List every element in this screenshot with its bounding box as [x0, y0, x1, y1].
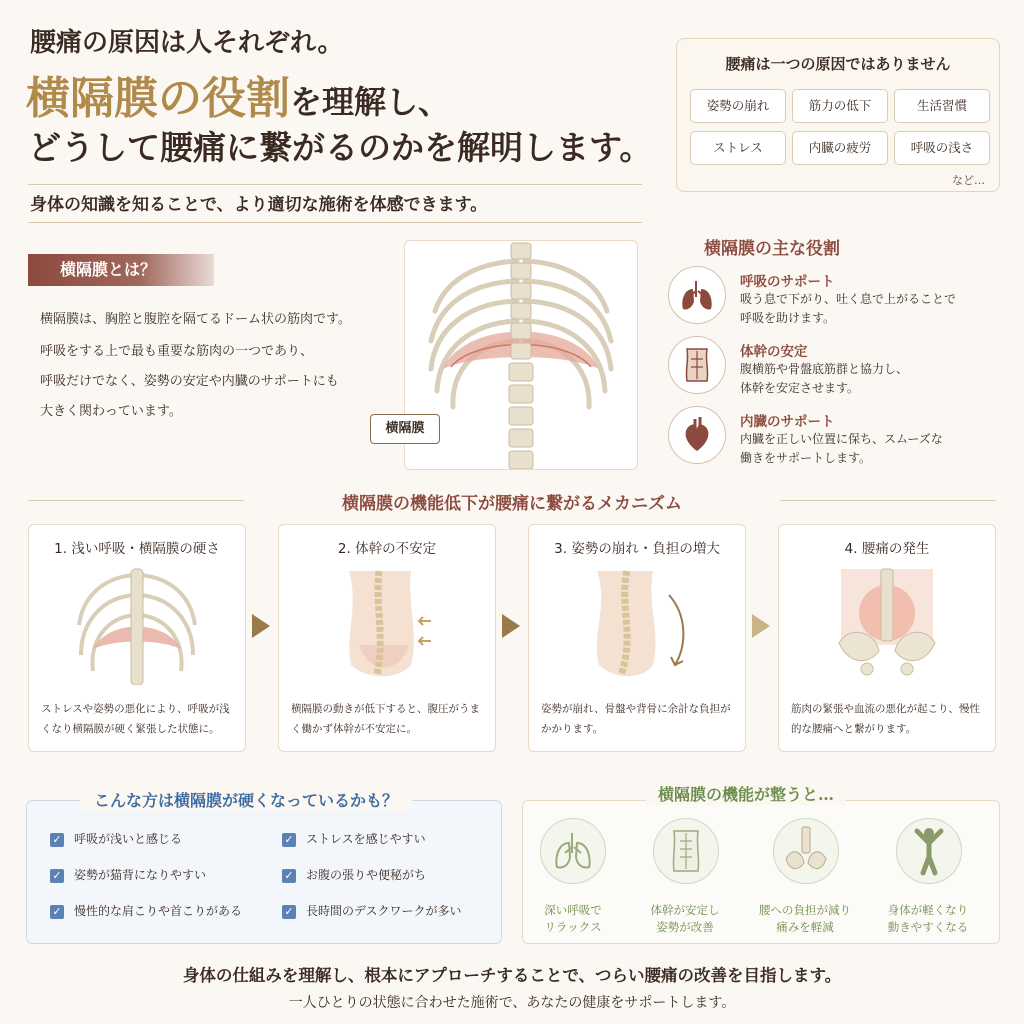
- checklist-item: [50, 830, 182, 847]
- divider: [28, 184, 642, 185]
- mechanism-title: 横隔膜の機能低下が腰痛に繋がるメカニズム: [342, 494, 682, 514]
- role-desc: 体幹を安定させます。: [740, 381, 860, 395]
- diaphragm-label: 横隔膜: [370, 414, 440, 444]
- check-icon: ✓: [282, 905, 296, 919]
- heart-icon: [668, 406, 726, 464]
- torso-icon: [653, 818, 719, 884]
- role-desc: 吸う息で下がり、吐く息で上がることで: [740, 292, 957, 306]
- pelvis-pain-icon: [819, 565, 955, 685]
- benefit-line: 動きやすくなる: [887, 920, 969, 934]
- step-title: 3. 姿勢の崩れ・負担の増大: [554, 541, 720, 557]
- mechanism-step: [28, 524, 246, 752]
- benefit-line: 姿勢が改善: [656, 920, 714, 934]
- benefit-line: リラックス: [544, 920, 602, 934]
- whatis-text: 呼吸だけでなく、姿勢の安定や内臓のサポートにも: [40, 374, 339, 389]
- footer-line2: 一人ひとりの状態に合わせた施術で、あなたの健康をサポートします。: [288, 995, 736, 1011]
- causes-more: など…: [952, 174, 985, 187]
- causes-box: [676, 38, 1000, 192]
- headline-highlight: 横隔膜の役割: [26, 73, 290, 124]
- step-desc: ストレスや姿勢の悪化により、呼吸が浅くなり横隔膜が硬く緊張した状態に。: [41, 703, 230, 735]
- whatis-text: 呼吸をする上で最も重要な筋肉の一つであり、: [40, 344, 314, 359]
- ribcage-icon: [69, 565, 205, 685]
- check-icon: ✓: [50, 869, 64, 883]
- headline-line2: [26, 62, 450, 126]
- mechanism-step: [778, 524, 996, 752]
- check-icon: ✓: [282, 869, 296, 883]
- lungs-icon: [540, 818, 606, 884]
- benefit-text: [630, 902, 740, 936]
- cause-tag: 生活習慣: [894, 89, 990, 123]
- check-icon: ✓: [282, 833, 296, 847]
- check-icon: ✓: [50, 833, 64, 847]
- arrow-right-icon: [252, 614, 270, 638]
- whatis-title: 横隔膜とは？: [28, 254, 214, 286]
- whatis-text: 大きく関わっています。: [40, 404, 182, 419]
- cause-tag: 姿勢の崩れ: [690, 89, 786, 123]
- mechanism-step: [528, 524, 746, 752]
- step-title: 2. 体幹の不安定: [337, 541, 437, 557]
- headline-line1: 腰痛の原因は人それぞれ。: [30, 28, 344, 58]
- step-desc: 筋肉の緊張や血流の悪化が起こり、慢性的な腰痛へと繋がります。: [791, 703, 980, 735]
- benefit-line: 腰への負担が減り: [759, 903, 851, 917]
- checklist-item: [282, 830, 426, 847]
- headline-line2-rest: を理解し、: [290, 83, 451, 121]
- benefit-text: [518, 902, 628, 936]
- role-desc: 内臓を正しい位置に保ち、スムーズな: [740, 432, 943, 446]
- step-desc: 姿勢が崩れ、骨盤や背骨に余計な負担がかかります。: [541, 703, 731, 735]
- arrow-right-icon: [752, 614, 770, 638]
- checklist-label: 長時間のデスクワークが多い: [306, 904, 462, 918]
- checklist-item: [282, 902, 462, 919]
- torso-icon: [319, 565, 455, 685]
- checklist-label: ストレスを感じやすい: [306, 832, 426, 846]
- arrow-right-icon: [502, 614, 520, 638]
- checklist-label: 呼吸が浅いと感じる: [74, 832, 183, 846]
- role-desc: 呼吸を助けます。: [740, 311, 836, 325]
- step-title: 1. 浅い呼吸・横隔膜の硬さ: [54, 541, 220, 557]
- checklist-label: お腹の張りや便秘がち: [306, 868, 427, 882]
- whatis-text: 横隔膜は、胸腔と腹腔を隔てるドーム状の筋肉です。: [40, 312, 351, 327]
- benefit-line: 深い呼吸で: [544, 903, 602, 917]
- benefit-text: [873, 902, 983, 936]
- torso-icon: [668, 336, 726, 394]
- lungs-icon: [668, 266, 726, 324]
- pelvis-icon: [773, 818, 839, 884]
- cause-tag: ストレス: [690, 131, 786, 165]
- causes-title: 腰痛は一つの原因ではありません: [725, 55, 951, 73]
- checklist-item: [50, 902, 242, 919]
- role-desc: 働きをサポートします。: [740, 451, 872, 465]
- spine-posture-icon: [569, 565, 705, 685]
- person-icon: [896, 818, 962, 884]
- role-title: 呼吸のサポート: [740, 274, 835, 290]
- mechanism-step: [278, 524, 496, 752]
- checklist-item: [50, 866, 206, 883]
- benefit-line: 身体が軽くなり: [887, 903, 969, 917]
- roles-title: 横隔膜の主な役割: [704, 239, 840, 259]
- checklist-title: こんな方は横隔膜が硬くなっているかも？: [80, 788, 412, 811]
- checklist-label: 慢性的な肩こりや首こりがある: [74, 904, 243, 918]
- step-desc: 横隔膜の動きが低下すると、腹圧がうまく働かず体幹が不安定に。: [291, 703, 480, 735]
- checklist-item: [282, 866, 426, 883]
- checklist-label: 姿勢が猫背になりやすい: [74, 868, 207, 882]
- step-title: 4. 腰痛の発生: [844, 541, 930, 557]
- subheadline: 身体の知識を知ることで、より適切な施術を体感できます。: [30, 195, 488, 215]
- headline-line3: どうして腰痛に繋がるのかを解明します。: [28, 128, 653, 167]
- role-title: 内臓のサポート: [740, 414, 835, 430]
- footer-line1: 身体の仕組みを理解し、根本にアプローチすることで、つらい腰痛の改善を目指します。: [182, 966, 842, 985]
- cause-tag: 内臓の疲労: [792, 131, 888, 165]
- benefit-line: 痛みを軽減: [776, 920, 834, 934]
- cause-tag: 呼吸の浅さ: [894, 131, 990, 165]
- role-desc: 腹横筋や骨盤底筋群と協力し、: [740, 362, 909, 376]
- divider: [28, 222, 642, 223]
- cause-tag: 筋力の低下: [792, 89, 888, 123]
- check-icon: ✓: [50, 905, 64, 919]
- role-title: 体幹の安定: [740, 344, 808, 360]
- benefit-line: 体幹が安定し: [650, 903, 720, 917]
- benefit-text: [750, 902, 860, 936]
- benefits-title: 横隔膜の機能が整うと…: [646, 782, 846, 805]
